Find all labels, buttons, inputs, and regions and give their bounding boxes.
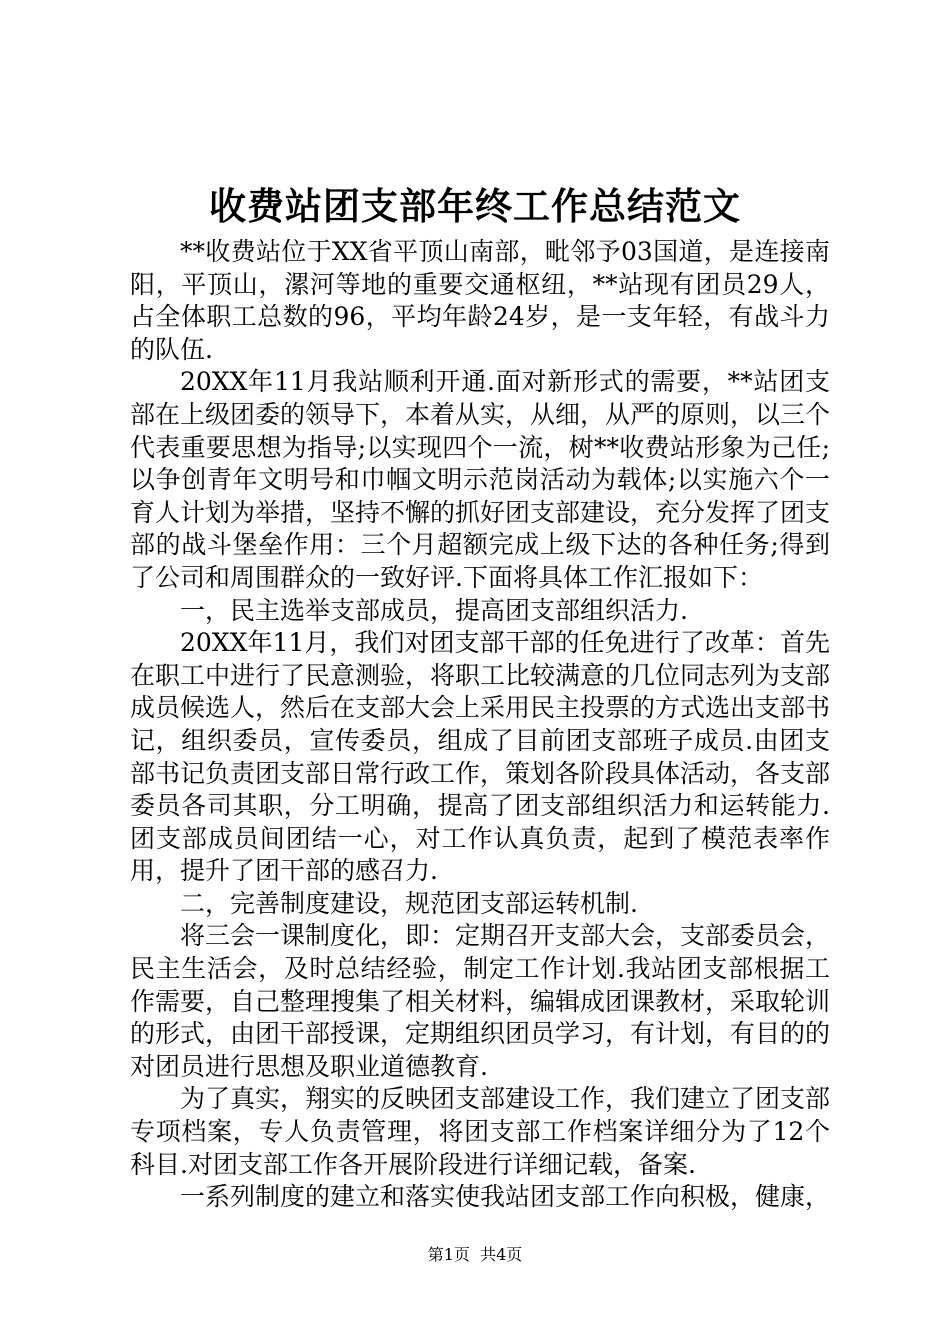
paragraph-intro: **收费站位于XX省平顶山南部，毗邻予03国道，是连接南阳，平顶山，漯河等地的重要交通枢纽，**站现有团员29人，占全体职工总数的96，平均年龄24岁，是一支年轻，有战斗力的队伍. — [130, 237, 830, 364]
paragraph-section-2c: 一系列制度的建立和落实使我站团支部工作向积极，健康， — [180, 1182, 831, 1212]
page-total: 共4页 — [480, 1245, 523, 1264]
document-title: 收费站团支部年终工作总结范文 — [209, 185, 741, 228]
paragraph-section-1: 20XX年11月，我们对团支部干部的任免进行了改革：首先在职工中进行了民意测验，将职工比较满意的几位同志列为支部成员候选人，然后在支部大会上采用民主投票的方式选出支部书记，组织委员，宣传委员，组成了目前团支部班子成员.由团支部书记负责团支部日常行政工作，策划各阶段具体活动，各支部委员各司其职，分工明确，提高了团支部组织活力和运转能力.团支部成员间团结一心，对工作认真负责，起到了模范表率作用，提升了团干部的感召力. — [130, 628, 831, 886]
paragraph-overview: 20XX年11月我站顺利开通.面对新形式的需要，**站团支部在上级团委的领导下，本着从实，从细，从严的原则，以三个代表重要思想为指导;以实现四个一流，树**收费站形象为己任;以争创青年文明号和巾帼文明示范岗活动为载体;以实施六个一育人计划为举措，坚持不懈的抓好团支部建设，充分发挥了团支部的战斗堡垒作用：三个月超额完成上级下达的各种任务;得到了公司和周围群众的一致好评.下面将具体工作汇报如下： — [130, 367, 831, 592]
paragraph-section-2b: 为了真实，翔实的反映团支部建设工作，我们建立了团支部专项档案，专人负责管理，将团支部工作档案详细分为了12个科目.对团支部工作各开展阶段进行详细记载，备案. — [130, 1084, 831, 1179]
section-heading-1: 一，民主选举支部成员，提高团支部组织活力. — [180, 595, 688, 625]
paragraph-section-2a: 将三会一课制度化，即：定期召开支部大会，支部委员会，民主生活会，及时总结经验，制定工作计划.我站团支部根据工作需要，自己整理搜集了相关材料，编辑成团课教材，采取轮训的形式，由团干部授课，定期组织团员学习，有计划，有目的的对团员进行思想及职业道德教育. — [130, 921, 831, 1081]
page-footer — [0, 1244, 950, 1266]
document-body — [130, 236, 830, 1214]
section-heading-2: 二，完善制度建设，规范团支部运转机制. — [180, 888, 638, 918]
page-number: 第1页 — [427, 1245, 470, 1264]
